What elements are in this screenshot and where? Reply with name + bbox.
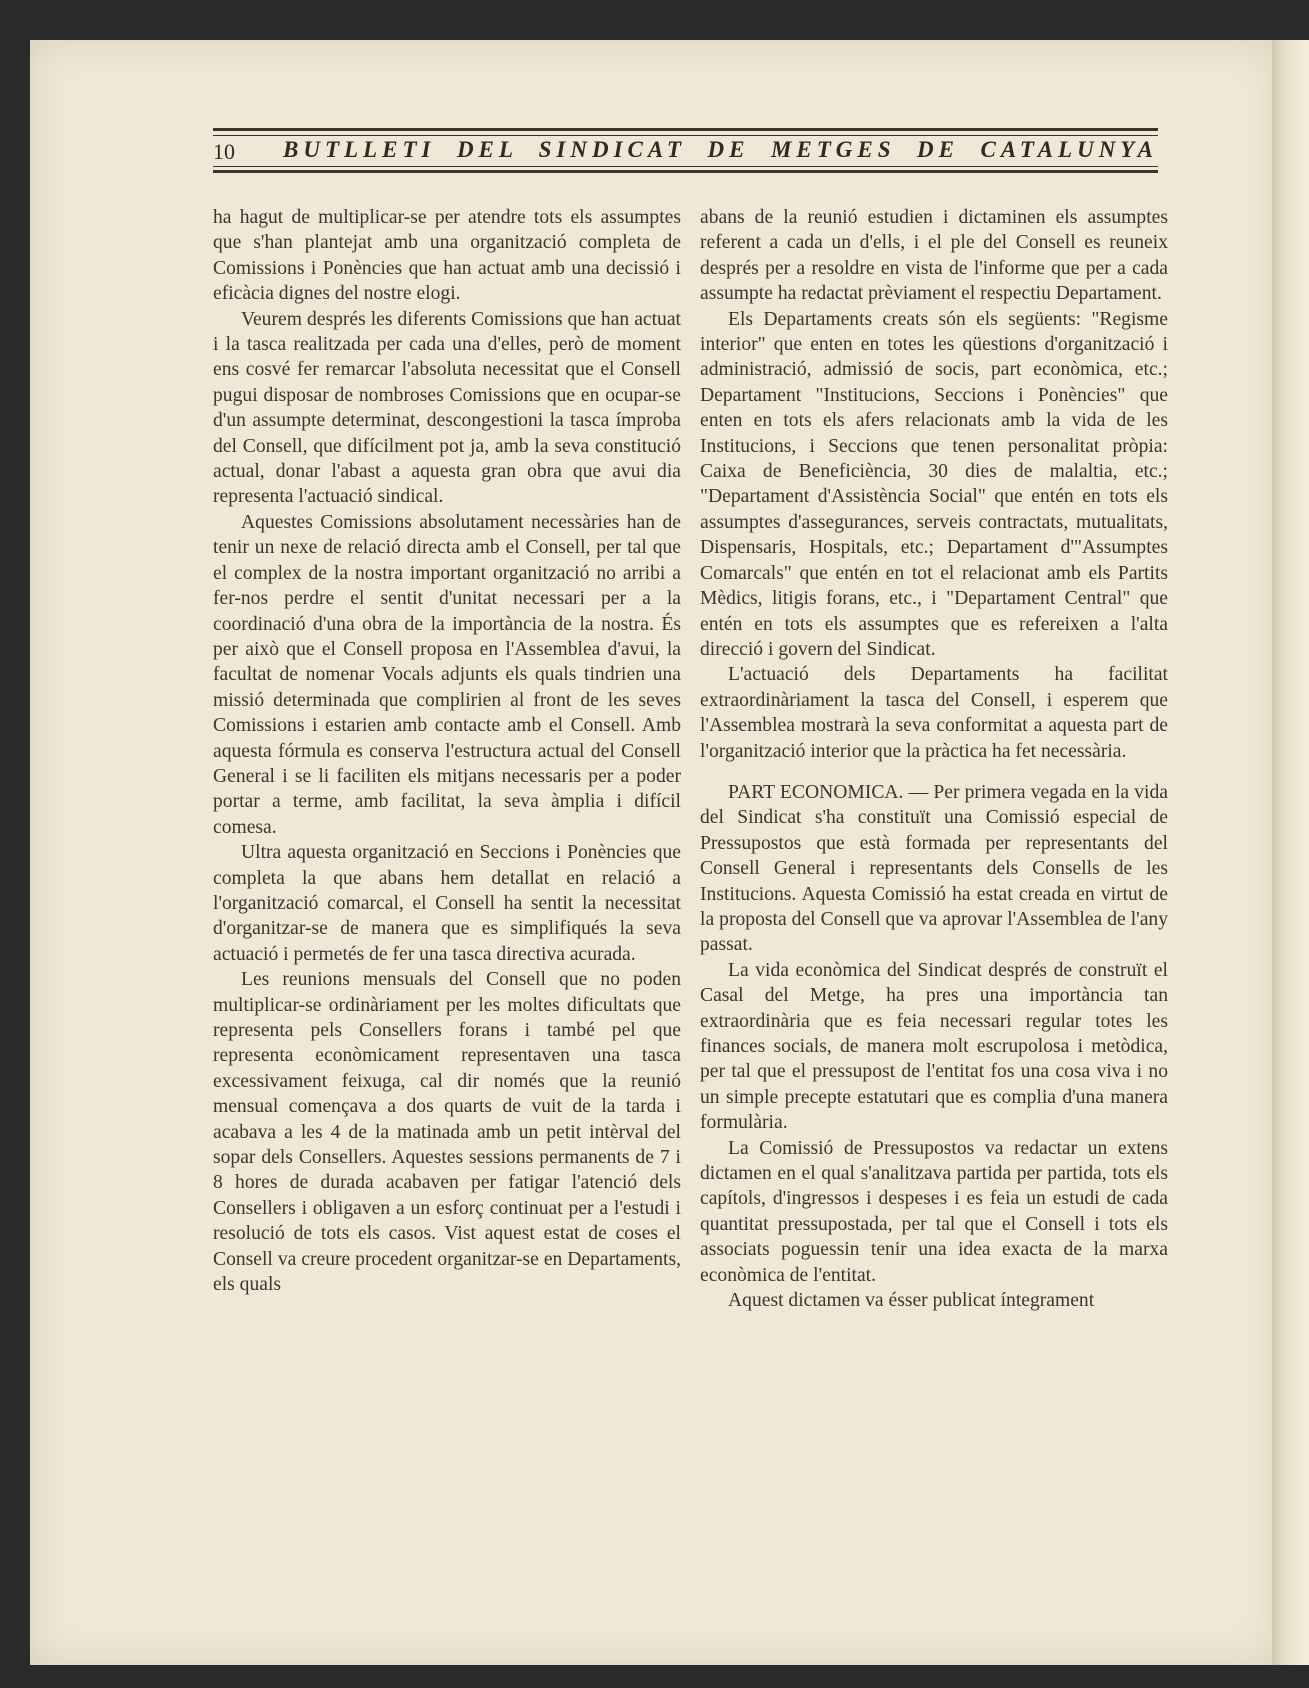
- section-paragraph-part-economica: PART ECONOMICA. — Per primera vegada en la vida del Sindicat s'ha constituït una Comissió especial de Pressupostos que està formada per representants del Consell General i representants dels Consells de les Institucions. Aquesta Comissió ha estat creada en virtut de la proposta del Consell que va aprovar l'Assemblea de l'any passat.: [700, 781, 1168, 956]
- paragraph: La Comissió de Pressupostos va redactar un extens dictamen en el qual s'analitzava partida per partida, tots els capítols, d'ingressos i despeses i es feia un estudi de cada quantitat pressupostada, per tal que el Consell i tots els associats poguessin tenir una idea exacta de la marxa econòmica de l'entitat.: [700, 1137, 1168, 1286]
- running-title: BUTLLETI DEL SINDICAT DE METGES DE CATALUNYA: [283, 137, 1158, 162]
- paragraph: Les reunions mensuals del Consell que no poden multiplicar-se ordinàriament per les moltes dificultats que representa pels Consellers forans i també pel que representa econòmicament representaven una tasca excessivament feixuga, cal dir només que la reunió mensual començava a dos quarts de vuit de la tarda i acabava a les 4 de la matinada amb un petit intèrval del sopar dels Consellers. Aquestes sessions permanents de 7 i 8 hores de durada acabaven per fatigar l'atenció dels Consellers i obligaven a un esforç continuat per a l'estudi i resolució de tots els casos. Vist aquest estat de coses el Consell va creure procedent organitzar-se en Departaments, els quals: [213, 969, 681, 1296]
- header-rule-bottom-thin: [213, 166, 1158, 167]
- paragraph: Veurem després les diferents Comissions que han actuat i la tasca realitzada per cada una d'elles, però de moment ens cosvé fer remarcar l'absoluta necessitat que el Consell pugui disposar de nombroses Comissions que en ocupar-se d'un assumpte determinat, descongestioni la tasca ímproba del Consell, que difícilment pot ja, amb la seva constitució actual, donar l'abast a aquesta gran obra que avui dia representa l'actuació sindical.: [213, 308, 681, 508]
- paragraph: Els Departaments creats són els següents: "Regisme interior" que enten en totes les qüestions d'organització i administració, admissió de socis, part econòmica, etc.; Departament "Institucions, Seccions i Ponències" que enten en tots els afers relacionats amb la vida de les Institucions, i Seccions que tenen personalitat pròpia: Caixa de Beneficiència, 30 dies de malaltia, etc.; "Departament d'Assistència Social" que entén en tots els assumptes d'assegurances, serveis contractats, mutualitats, Dispensaris, Hospitals, etc.; Departament d'"Assumptes Comarcals" que entén en tot el relacionat amb els Partits Mèdics, litigis forans, etc., i "Departament Central" que entén en tots els assumptes que es refereixen a l'alta direcció i govern del Sindicat.: [700, 308, 1168, 660]
- header-rule-top-thin: [213, 135, 1158, 136]
- paragraph: L'actuació dels Departaments ha facilitat extraordinàriament la tasca del Consell, i esperem que l'Assemblea mostrarà la seva conformitat a aquesta part de l'organització interior que la pràctica ha fet necessària.: [700, 664, 1168, 762]
- paragraph: abans de la reunió estudien i dictaminen els assumptes referent a cada un d'ells, i el ple del Consell es reuneix després per a resoldre en vista de l'informe que per a cada assumpte ha redactat prèviament el respectiu Departament.: [700, 207, 1168, 305]
- next-page-edge: [1272, 40, 1309, 1665]
- running-header: [213, 128, 1158, 176]
- right-column: [700, 205, 1168, 1313]
- paragraph: Aquestes Comissions absolutament necessàries han de tenir un nexe de relació directa amb el Consell, per tal que el complex de la nostra important organització no arribi a fer-nos perdre el sentit d'unitat necessari per a la coordinació d'una obra de la importància de la nostra. És per això que el Consell proposa en l'Assemblea d'avui, la facultat de nomenar Vocals adjunts els quals tindrien una missió determinada que complirien al front de les seves Comissions i estarien amb contacte amb el Consell. Amb aquesta fórmula es conserva l'estructura actual del Consell General i se li faciliten els mitjans necessaris per a poder portar a terme, amb facilitat, la seva àmplia i difícil comesa.: [213, 511, 681, 838]
- paragraph: Aquest dictamen va ésser publicat íntegrament: [728, 1290, 1095, 1312]
- header-rule-top: [213, 128, 1158, 131]
- page-number: 10: [213, 139, 235, 164]
- left-column: [213, 205, 681, 1297]
- paragraph: La vida econòmica del Sindicat després de construït el Casal del Metge, ha pres una importància tan extraordinària que es feia necessari regular totes les finances socials, de manera molt escrupolosa i metòdica, per tal que el pressupost de l'entitat fos una cosa viva i no un simple precepte estatutari que es complia d'una manera formulària.: [700, 959, 1168, 1134]
- paragraph: ha hagut de multiplicar-se per atendre tots els assumptes que s'han plantejat amb una organització completa de Comissions i Ponències que han actuat amb una decissió i eficàcia dignes del nostre elogi.: [213, 207, 681, 305]
- paragraph: Ultra aquesta organització en Seccions i Ponències que completa la que abans hem detallat en relació a l'organització comarcal, el Consell ha sentit la necessitat d'organitzar-se de manera que es simplifiqués la seva actuació i permetés de fer una tasca directiva acurada.: [213, 842, 681, 965]
- header-rule-bottom: [213, 170, 1158, 173]
